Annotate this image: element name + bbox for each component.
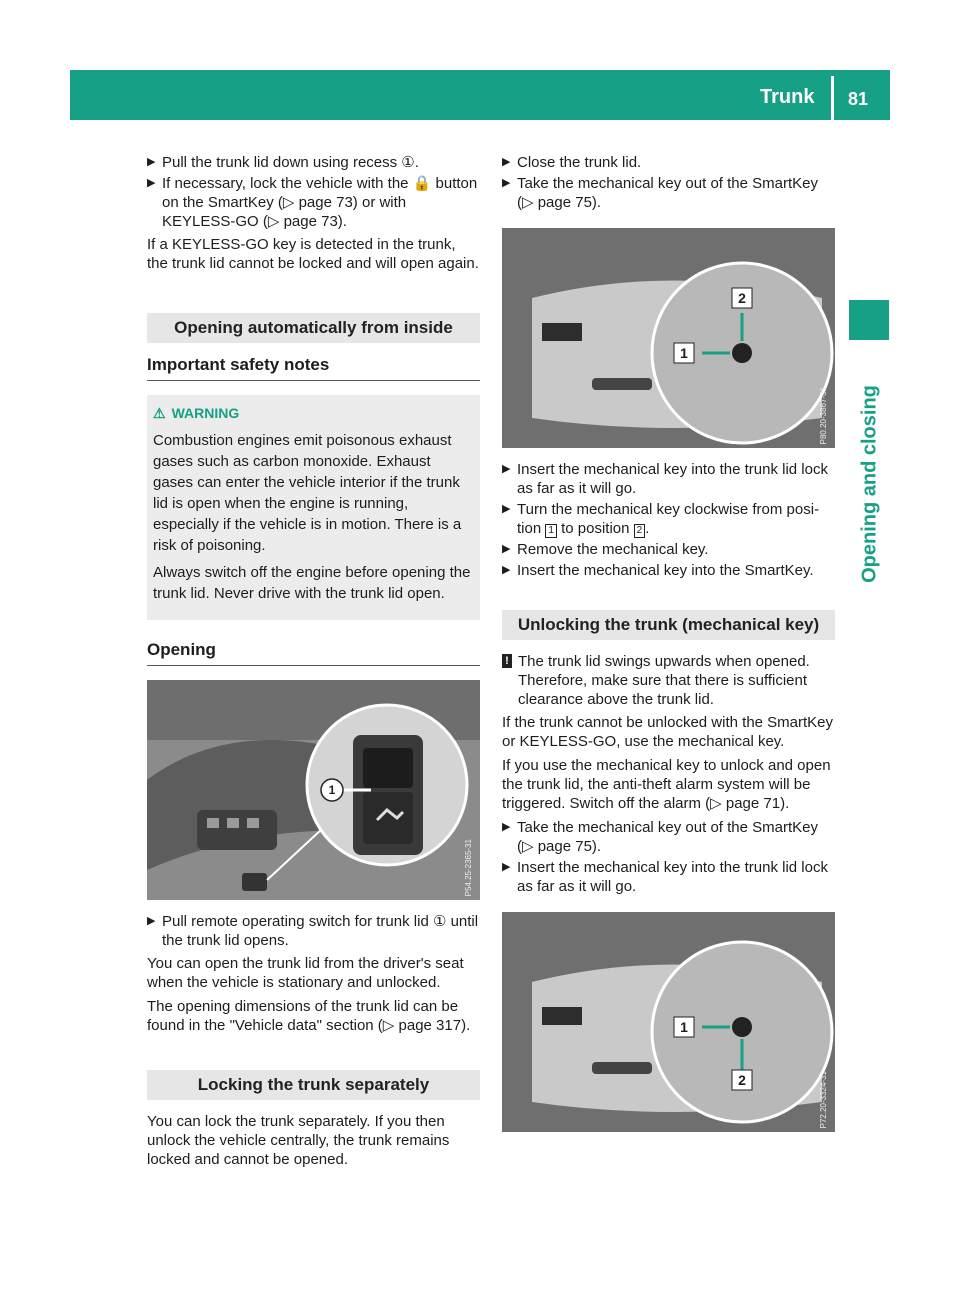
paragraph: The opening dimensions of the trunk lid can be found in the "Vehicle data" section (▷ page 317).	[147, 998, 471, 1034]
left-column	[147, 153, 480, 1174]
exclamation-icon: !	[502, 654, 512, 668]
position-1-box: 1	[545, 524, 557, 538]
side-tab-label: Opening and closing	[858, 385, 881, 583]
instruction-step: ▶ Take the mechanical key out of the SmartKey (▷ page 75).	[502, 175, 818, 211]
callout-2: 2	[738, 1072, 746, 1088]
car-rear-illustration	[502, 912, 835, 1132]
instruction-step: ▶ Close the trunk lid.	[502, 154, 642, 171]
section-heading-opening-automatically: Opening automatically from inside	[147, 313, 480, 343]
car-rear-illustration	[502, 228, 835, 448]
right-column	[502, 153, 835, 1132]
instruction-step: ▶ Take the mechanical key out of the SmartKey (▷ page 75).	[502, 819, 818, 855]
instruction-step: ▶ Turn the mechanical key clockwise from position 1 to position 2 .	[502, 501, 820, 537]
instruction-step: ▶ Insert the mechanical key into the trunk lid lock as far as it will go.	[502, 461, 828, 497]
arrow-icon: ▶	[502, 564, 511, 576]
warning-box	[147, 395, 480, 620]
arrow-icon: ▶	[502, 861, 511, 873]
warning-text: Combustion engines emit poisonous exhaust gases such as carbon monoxide. Exhaust gases can enter the vehicle interior if the trunk lid is open when the engine is running, especially if the vehicle is in motion. There is a risk of poisoning.	[153, 432, 462, 554]
position-2-box: 2	[634, 524, 646, 538]
photo-trunk-lock-2	[502, 912, 835, 1132]
callout-1: 1	[328, 783, 336, 797]
arrow-icon: ▶	[147, 177, 156, 189]
paragraph-keyless: If a KEYLESS-GO key is detected in the trunk, the trunk lid cannot be locked and will open again.	[147, 236, 479, 272]
instruction-step: ▶ If necessary, lock the vehicle with the 🔒 button on the SmartKey (▷ page 73) or with KEYLESS-GO (▷ page 73).	[147, 175, 478, 230]
warning-title: WARNING	[171, 405, 240, 421]
note: ! The trunk lid swings upwards when opened. Therefore, make sure that there is sufficient clearance above the trunk lid.	[502, 652, 835, 709]
arrow-icon: ▶	[502, 177, 511, 189]
paragraph: If the trunk cannot be unlocked with the SmartKey or KEYLESS-GO, use the mechanical key.	[502, 714, 834, 750]
subheading-opening: Opening	[147, 640, 480, 666]
warning-triangle-icon: ⚠	[153, 405, 166, 421]
photo-trunk-lock-1	[502, 228, 835, 448]
instruction-step: ▶ Insert the mechanical key into the trunk lid lock as far as it will go.	[502, 859, 828, 895]
warning-text: Always switch off the engine before opening the trunk lid. Never drive with the trunk lid open.	[153, 564, 471, 602]
arrow-icon: ▶	[502, 463, 511, 475]
section-heading-locking: Locking the trunk separately	[147, 1070, 480, 1100]
arrow-icon: ▶	[502, 543, 511, 555]
photo-door-switch	[147, 680, 480, 900]
callout-1: 1	[680, 345, 688, 361]
instruction-step: ▶ Insert the mechanical key into the SmartKey.	[502, 562, 814, 579]
section-title: Trunk	[760, 86, 815, 108]
arrow-icon: ▶	[147, 915, 156, 927]
photo-code: P80.20-3867-31	[819, 386, 828, 444]
paragraph: You can open the trunk lid from the driver's seat when the vehicle is stationary and unlocked.	[147, 955, 464, 991]
instruction-step: ▶ Remove the mechanical key.	[502, 541, 709, 558]
arrow-icon: ▶	[147, 156, 156, 168]
arrow-icon: ▶	[502, 821, 511, 833]
header-separator	[831, 76, 834, 120]
paragraph: If you use the mechanical key to unlock and open the trunk lid, the anti-theft alarm system will be triggered. Switch off the alarm (▷ page 71).	[502, 757, 831, 812]
callout-1: 1	[680, 1019, 688, 1035]
arrow-icon: ▶	[502, 156, 511, 168]
arrow-icon: ▶	[502, 503, 511, 515]
page-number: 81	[848, 89, 869, 109]
callout-2: 2	[738, 290, 746, 306]
photo-code: P72.20-3324-31	[819, 1070, 828, 1128]
side-tab	[849, 300, 889, 340]
section-heading-unlocking: Unlocking the trunk (mechanical key)	[502, 610, 835, 640]
subheading-safety-notes: Important safety notes	[147, 355, 480, 381]
door-panel-illustration	[147, 680, 480, 900]
paragraph: You can lock the trunk separately. If you then unlock the vehicle centrally, the trunk remains locked and cannot be opened.	[147, 1113, 450, 1168]
instruction-step: ▶ Pull remote operating switch for trunk lid ① until the trunk lid opens.	[147, 913, 479, 949]
instruction-step: ▶ Pull the trunk lid down using recess ①.	[147, 154, 419, 171]
photo-code: P54.25-2365-31	[464, 838, 473, 896]
